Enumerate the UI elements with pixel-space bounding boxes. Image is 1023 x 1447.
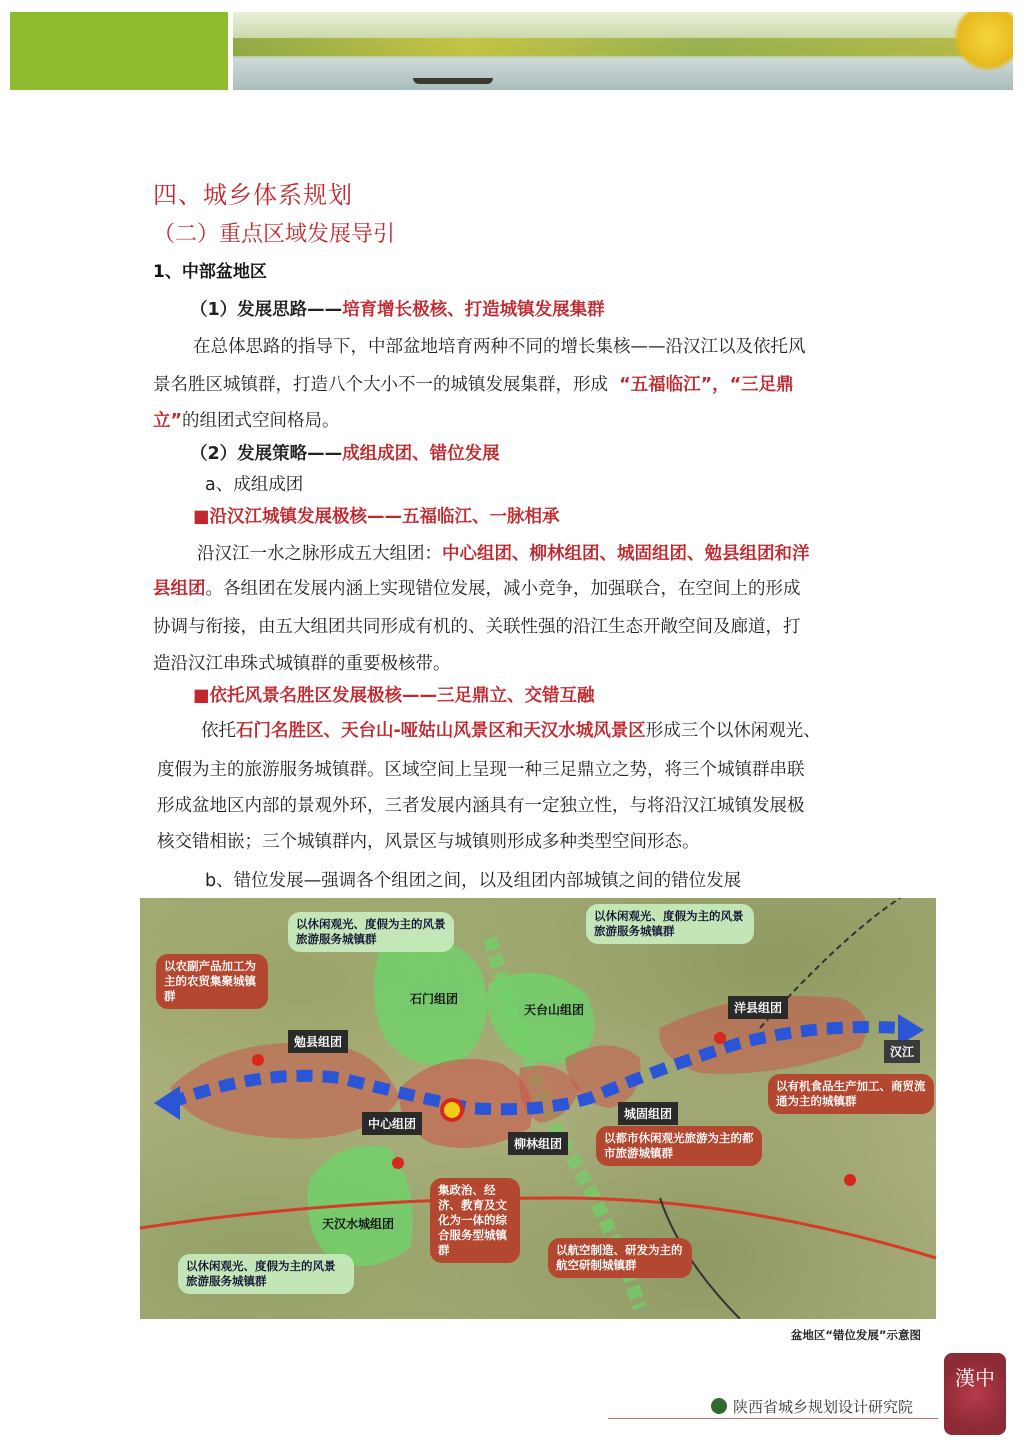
boat-icon <box>413 78 493 84</box>
group-tianhan: 天汉水城组团 <box>316 1212 400 1235</box>
paragraph-line: 协调与衔接，由五大组团共同形成有机的、关联性强的沿江生态开敞空间及廊道，打 <box>153 617 801 637</box>
label-urban-cluster: 以都市休闲观光旅游为主的都市旅游城镇群 <box>596 1126 762 1166</box>
page-title: 四、城乡体系规划 <box>153 181 353 209</box>
paragraph-line: 景名胜区城镇群，打造八个大小不一的城镇发展集群，形成 “五福临江”，“三足鼎 <box>153 375 794 395</box>
group-mianxian: 勉县组团 <box>288 1030 348 1053</box>
section-heading: 1、中部盆地区 <box>153 262 267 282</box>
page-subtitle: （二）重点区域发展导引 <box>153 222 396 247</box>
center-marker-icon <box>442 1100 462 1120</box>
paragraph-line: 度假为主的旅游服务城镇群。区域空间上呈现一种三足鼎立之势，将三个城镇群串联 <box>157 760 805 780</box>
banner-landscape-photo <box>233 12 1013 90</box>
arrow-west-icon <box>154 1086 180 1120</box>
footer-divider <box>608 1418 938 1419</box>
group-zhongxin: 中心组团 <box>362 1112 422 1135</box>
basin-map <box>140 898 936 1319</box>
institute-logo-icon <box>711 1398 727 1414</box>
institute-name: 陕西省城乡规划设计研究院 <box>733 1398 914 1416</box>
map-caption: 盆地区“错位发展”示意图 <box>790 1328 921 1342</box>
paragraph-line: 形成盆地区内部的景观外环，三者发展内涵具有一定独立性，与将沿汉江城镇发展极 <box>157 796 805 816</box>
paragraph-line: 立”的组团式空间格局。 <box>153 411 340 431</box>
paragraph-line: 沿汉江一水之脉形成五大组团：中心组团、柳林组团、城固组团、勉县组团和洋 <box>197 544 810 564</box>
label-scenic-bottom-left: 以休闲观光、度假为主的风景旅游服务城镇群 <box>178 1254 354 1294</box>
group-shimen: 石门组团 <box>404 987 464 1010</box>
paragraph-line: 核交错相嵌；三个城镇群内，风景区与城镇则形成多种类型空间形态。 <box>157 832 700 852</box>
label-aviation-cluster: 以航空制造、研发为主的航空研制城镇群 <box>548 1238 692 1278</box>
label-scenic-top-left: 以休闲观光、度假为主的风景旅游服务城镇群 <box>288 912 454 952</box>
paragraph-line: 造沿汉江串珠式城镇群的重要极核带。 <box>153 654 451 674</box>
strategy-heading: （2）发展策略——成组成团、错位发展 <box>190 444 500 464</box>
sub-heading-a: a、成组成团 <box>205 475 304 495</box>
label-scenic-top-right: 以休闲观光、度假为主的风景旅游服务城镇群 <box>586 904 754 944</box>
paragraph-line: 依托石门名胜区、天台山-哑姑山风景区和天汉水城风景区形成三个以休闲观光、 <box>201 721 821 741</box>
header-banner <box>0 0 1023 97</box>
bullet-heading: ■沿汉江城镇发展极核——五福临江、一脉相承 <box>193 507 560 527</box>
group-tiantaishan: 天台山组团 <box>518 998 590 1021</box>
label-agri-cluster: 以农副产品加工为主的农贸集聚城镇群 <box>156 954 268 1009</box>
hanzhong-seal: 漢中 <box>944 1353 1006 1435</box>
sub-heading-b: b、错位发展—强调各个组团之间，以及组团内部城镇之间的错位发展 <box>205 871 742 891</box>
bullet-heading: ■依托风景名胜区发展极核——三足鼎立、交错互融 <box>193 686 595 706</box>
label-organic-cluster: 以有机食品生产加工、商贸流通为主的城镇群 <box>768 1074 934 1114</box>
group-chenggu: 城固组团 <box>618 1102 678 1125</box>
paragraph-line: 县组团。各组团在发展内涵上实现错位发展，减小竞争，加强联合，在空间上的形成 <box>153 579 801 599</box>
paragraph-line: 在总体思路的指导下，中部盆地培育两种不同的增长集核——沿汉江以及依托风 <box>193 337 806 357</box>
label-admin-cluster: 集政治、经济、教育及文化为一体的综合服务型城镇群 <box>430 1178 520 1263</box>
banner-green-block <box>10 12 228 90</box>
group-liulin: 柳林组团 <box>508 1132 568 1155</box>
river-label: 汉江 <box>884 1040 920 1063</box>
group-yangxian: 洋县组团 <box>728 996 788 1019</box>
idea-heading: （1）发展思路——培育增长极核、打造城镇发展集群 <box>190 300 605 320</box>
